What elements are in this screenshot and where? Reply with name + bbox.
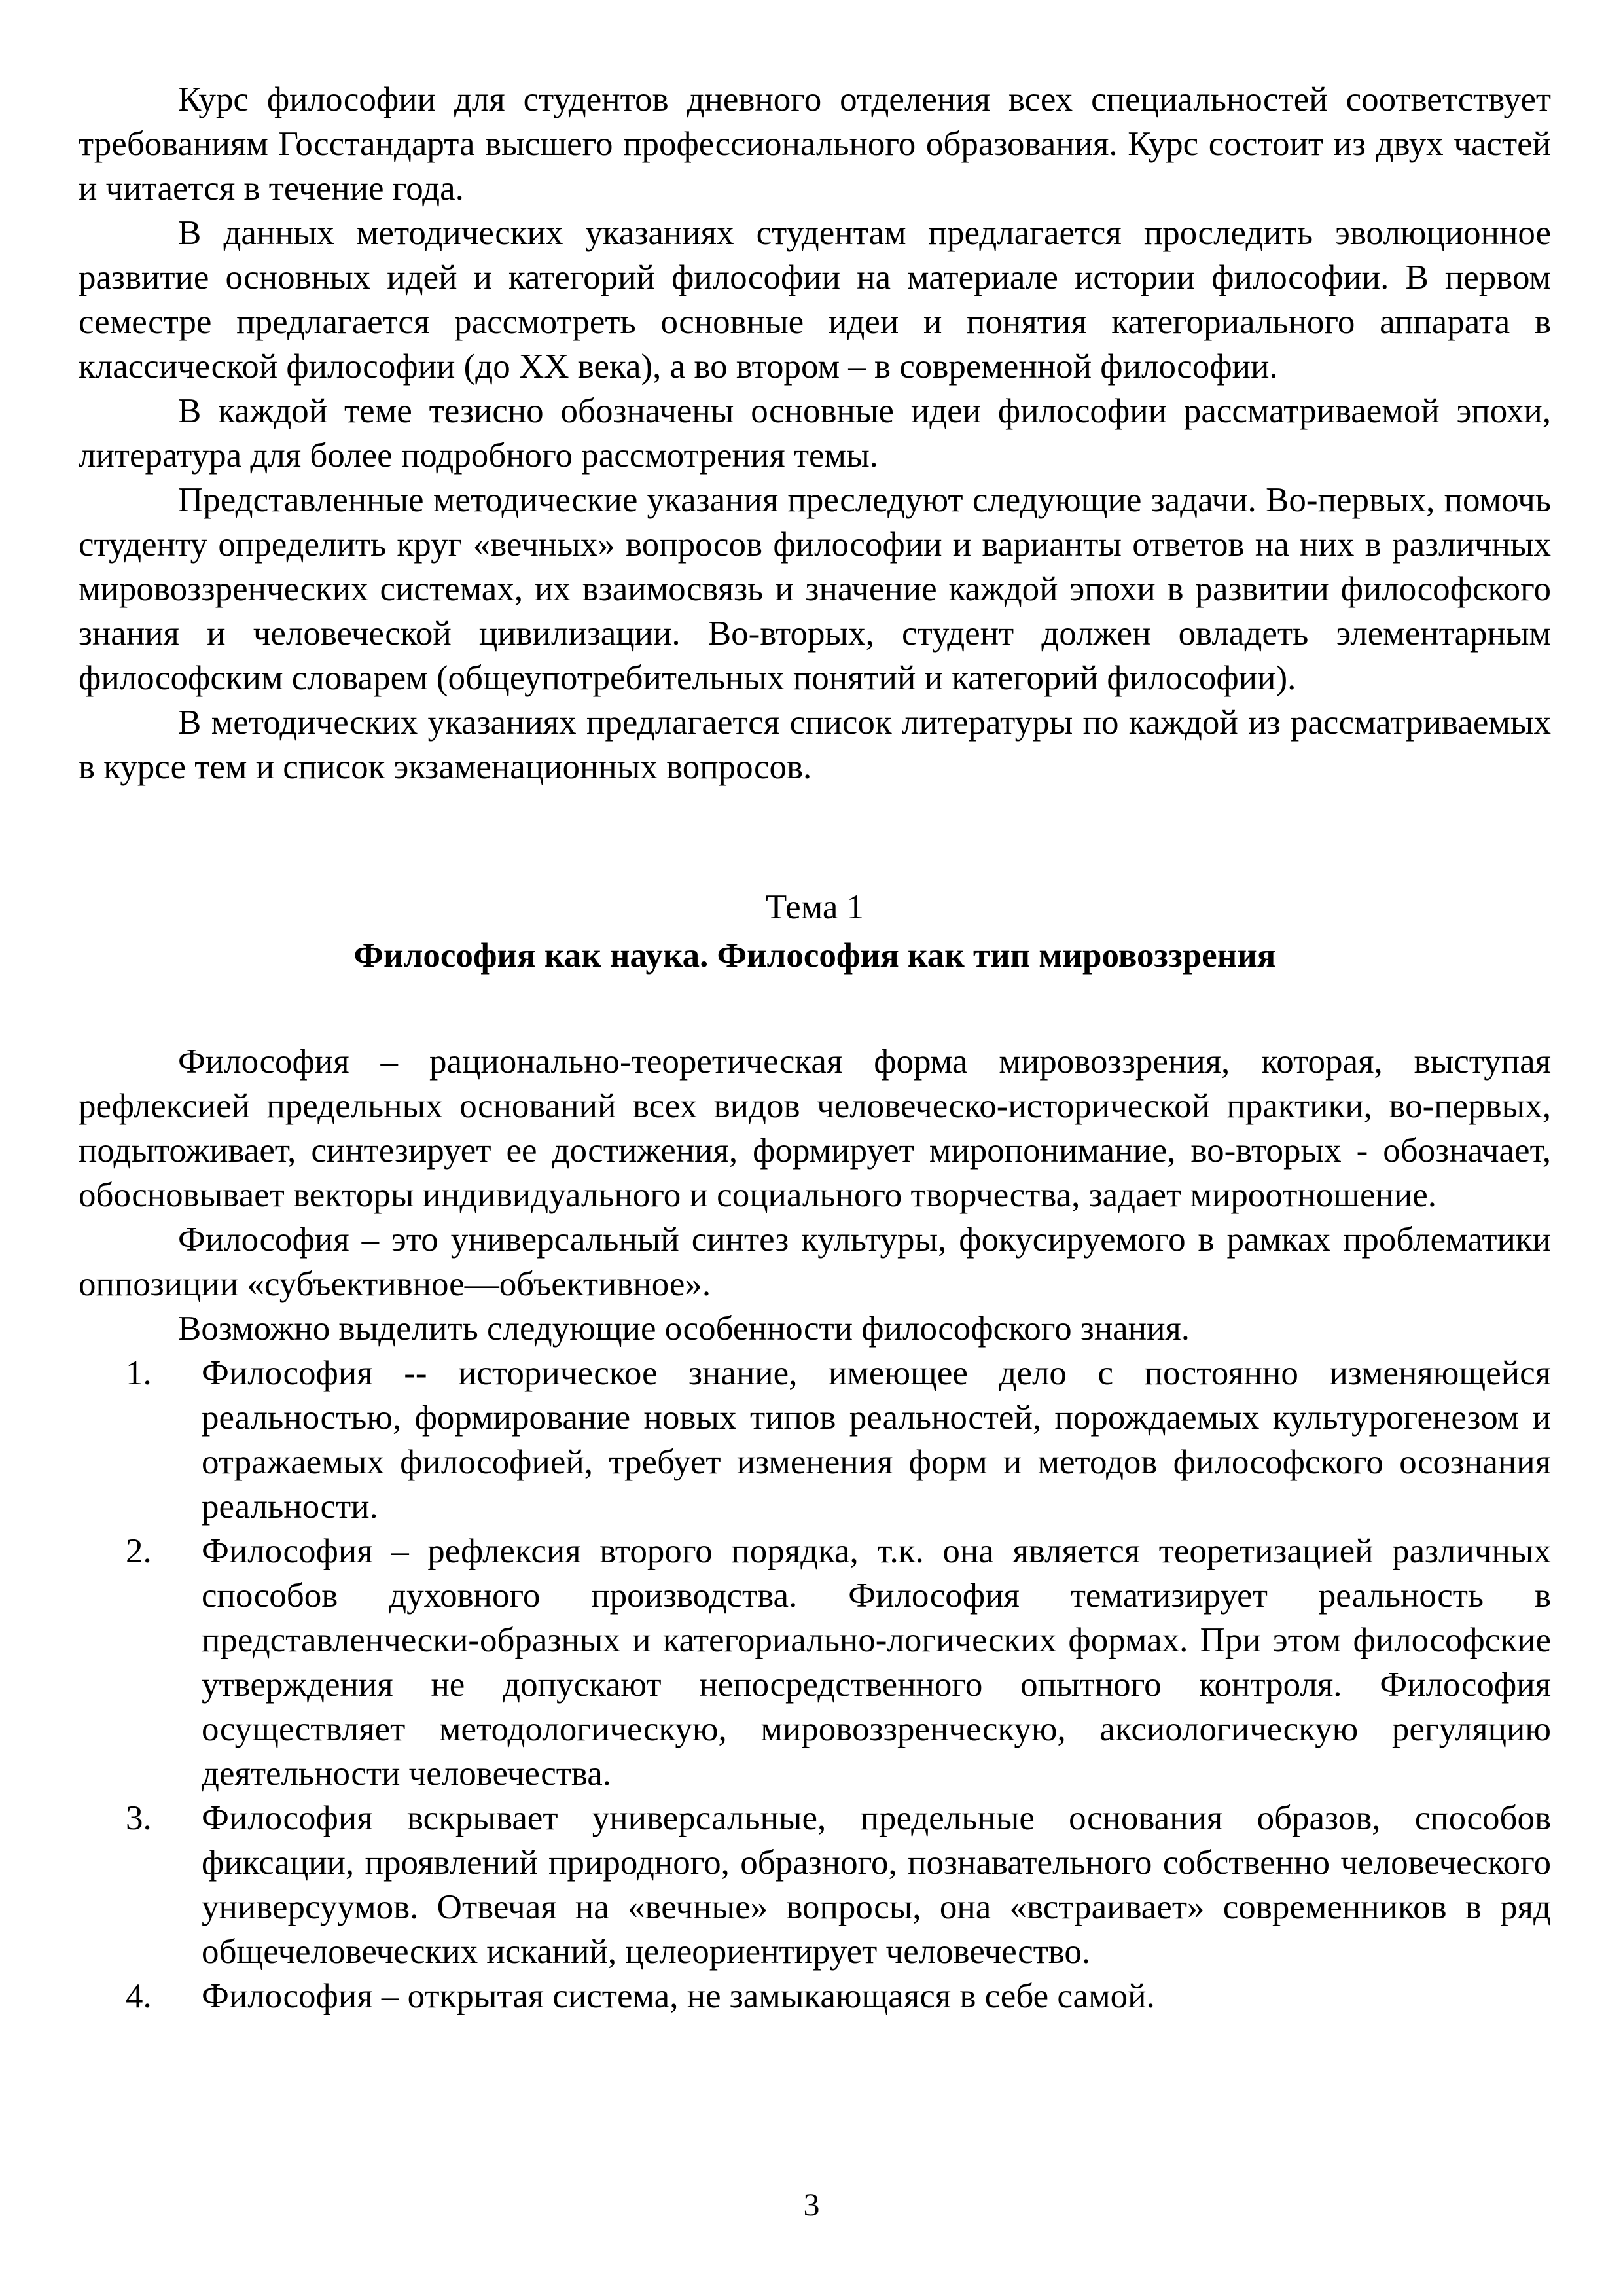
intro-paragraph: Представленные методические указания преследуют следующие задачи. Во-первых, помочь студенту определить круг «вечных» вопросов философии и варианты ответов на них в различных мировоззренческих системах, их взаимосвязь и значение каждой эпохи в развитии философского знания и человеческой цивилизации. Во-вторых, студент должен овладеть элементарным философским словарем (общеупотребительных понятий и категорий философии). (79, 481, 1551, 697)
list-item-number: 3. (126, 1799, 152, 1837)
features-list (79, 1351, 1551, 2018)
list-item-number: 4. (126, 1977, 152, 2015)
list-item-number: 2. (126, 1532, 152, 1570)
list-item (79, 1351, 1551, 1529)
list-item-number: 1. (126, 1354, 152, 1392)
list-item-text: Философия – открытая система, не замыкающаяся в себе самой. (202, 1977, 1155, 2015)
intro-paragraph: Курс философии для студентов дневного отделения всех специальностей соответствует требованиям Госстандарта высшего профессионального образования. Курс состоит из двух частей и читается в течение года. (79, 81, 1551, 207)
list-item (79, 1796, 1551, 1974)
page-number: 3 (803, 2186, 820, 2223)
intro-paragraph: В каждой теме тезисно обозначены основные идеи философии рассматриваемой эпохи, литература для более подробного рассмотрения темы. (79, 392, 1551, 475)
intro-section (79, 77, 1551, 789)
topic-number: Тема 1 (765, 888, 865, 926)
list-item (79, 1974, 1551, 2018)
topic-title: Философия как наука. Философия как тип мировоззрения (353, 937, 1276, 975)
list-item-text: Философия -- историческое знание, имеющее дело с постоянно изменяющейся реальностью, формирование новых типов реальностей, порождаемых культурогенезом и отражаемых философией, требует изменения форм и методов философского осознания реальности. (202, 1354, 1551, 1526)
topic-paragraph: Философия – рационально-теоретическая форма мировоззрения, которая, выступая рефлексией предельных оснований всех видов человеческо-исторической практики, во-первых, подытоживает, синтезирует ее достижения, формирует миропонимание, во-вторых - обозначает, обосновывает векторы индивидуального и социального творчества, задает мироотношение. (79, 1043, 1551, 1214)
list-item (79, 1529, 1551, 1796)
list-item-text: Философия – рефлексия второго порядка, т.к. она является теоретизацией различных способов духовного производства. Философия тематизирует реальность в представленчески-образных и категориально-логических формах. При этом философские утверждения не допускают непосредственного опытного контроля. Философия осуществляет методологическую, мировоззренческую, аксиологическую регуляцию деятельности человечества. (202, 1532, 1551, 1793)
topic-paragraph: Философия – это универсальный синтез культуры, фокусируемого в рамках проблематики оппозиции «субъективное—объективное». (79, 1221, 1551, 1303)
intro-paragraph: В методических указаниях предлагается список литературы по каждой из рассматриваемых в курсе тем и список экзаменационных вопросов. (79, 704, 1551, 786)
intro-paragraph: В данных методических указаниях студентам предлагается проследить эволюционное развитие основных идей и категорий философии на материале истории философии. В первом семестре предлагается рассмотреть основные идеи и понятия категориального аппарата в классической философии (до ХХ века), а во втором – в современной философии. (79, 214, 1551, 386)
document-page (79, 77, 1551, 2018)
topic-body (79, 1039, 1551, 2018)
topic-paragraph: Возможно выделить следующие особенности философского знания. (178, 1310, 1190, 1348)
topic-heading (79, 885, 1551, 978)
list-item-text: Философия вскрывает универсальные, предельные основания образов, способов фиксации, проявлений природного, образного, познавательного собственно человеческого универсуумов. Отвечая на «вечные» вопросы, она «встраивает» современников в ряд общечеловеческих исканий, целеориентирует человечество. (202, 1799, 1551, 1971)
